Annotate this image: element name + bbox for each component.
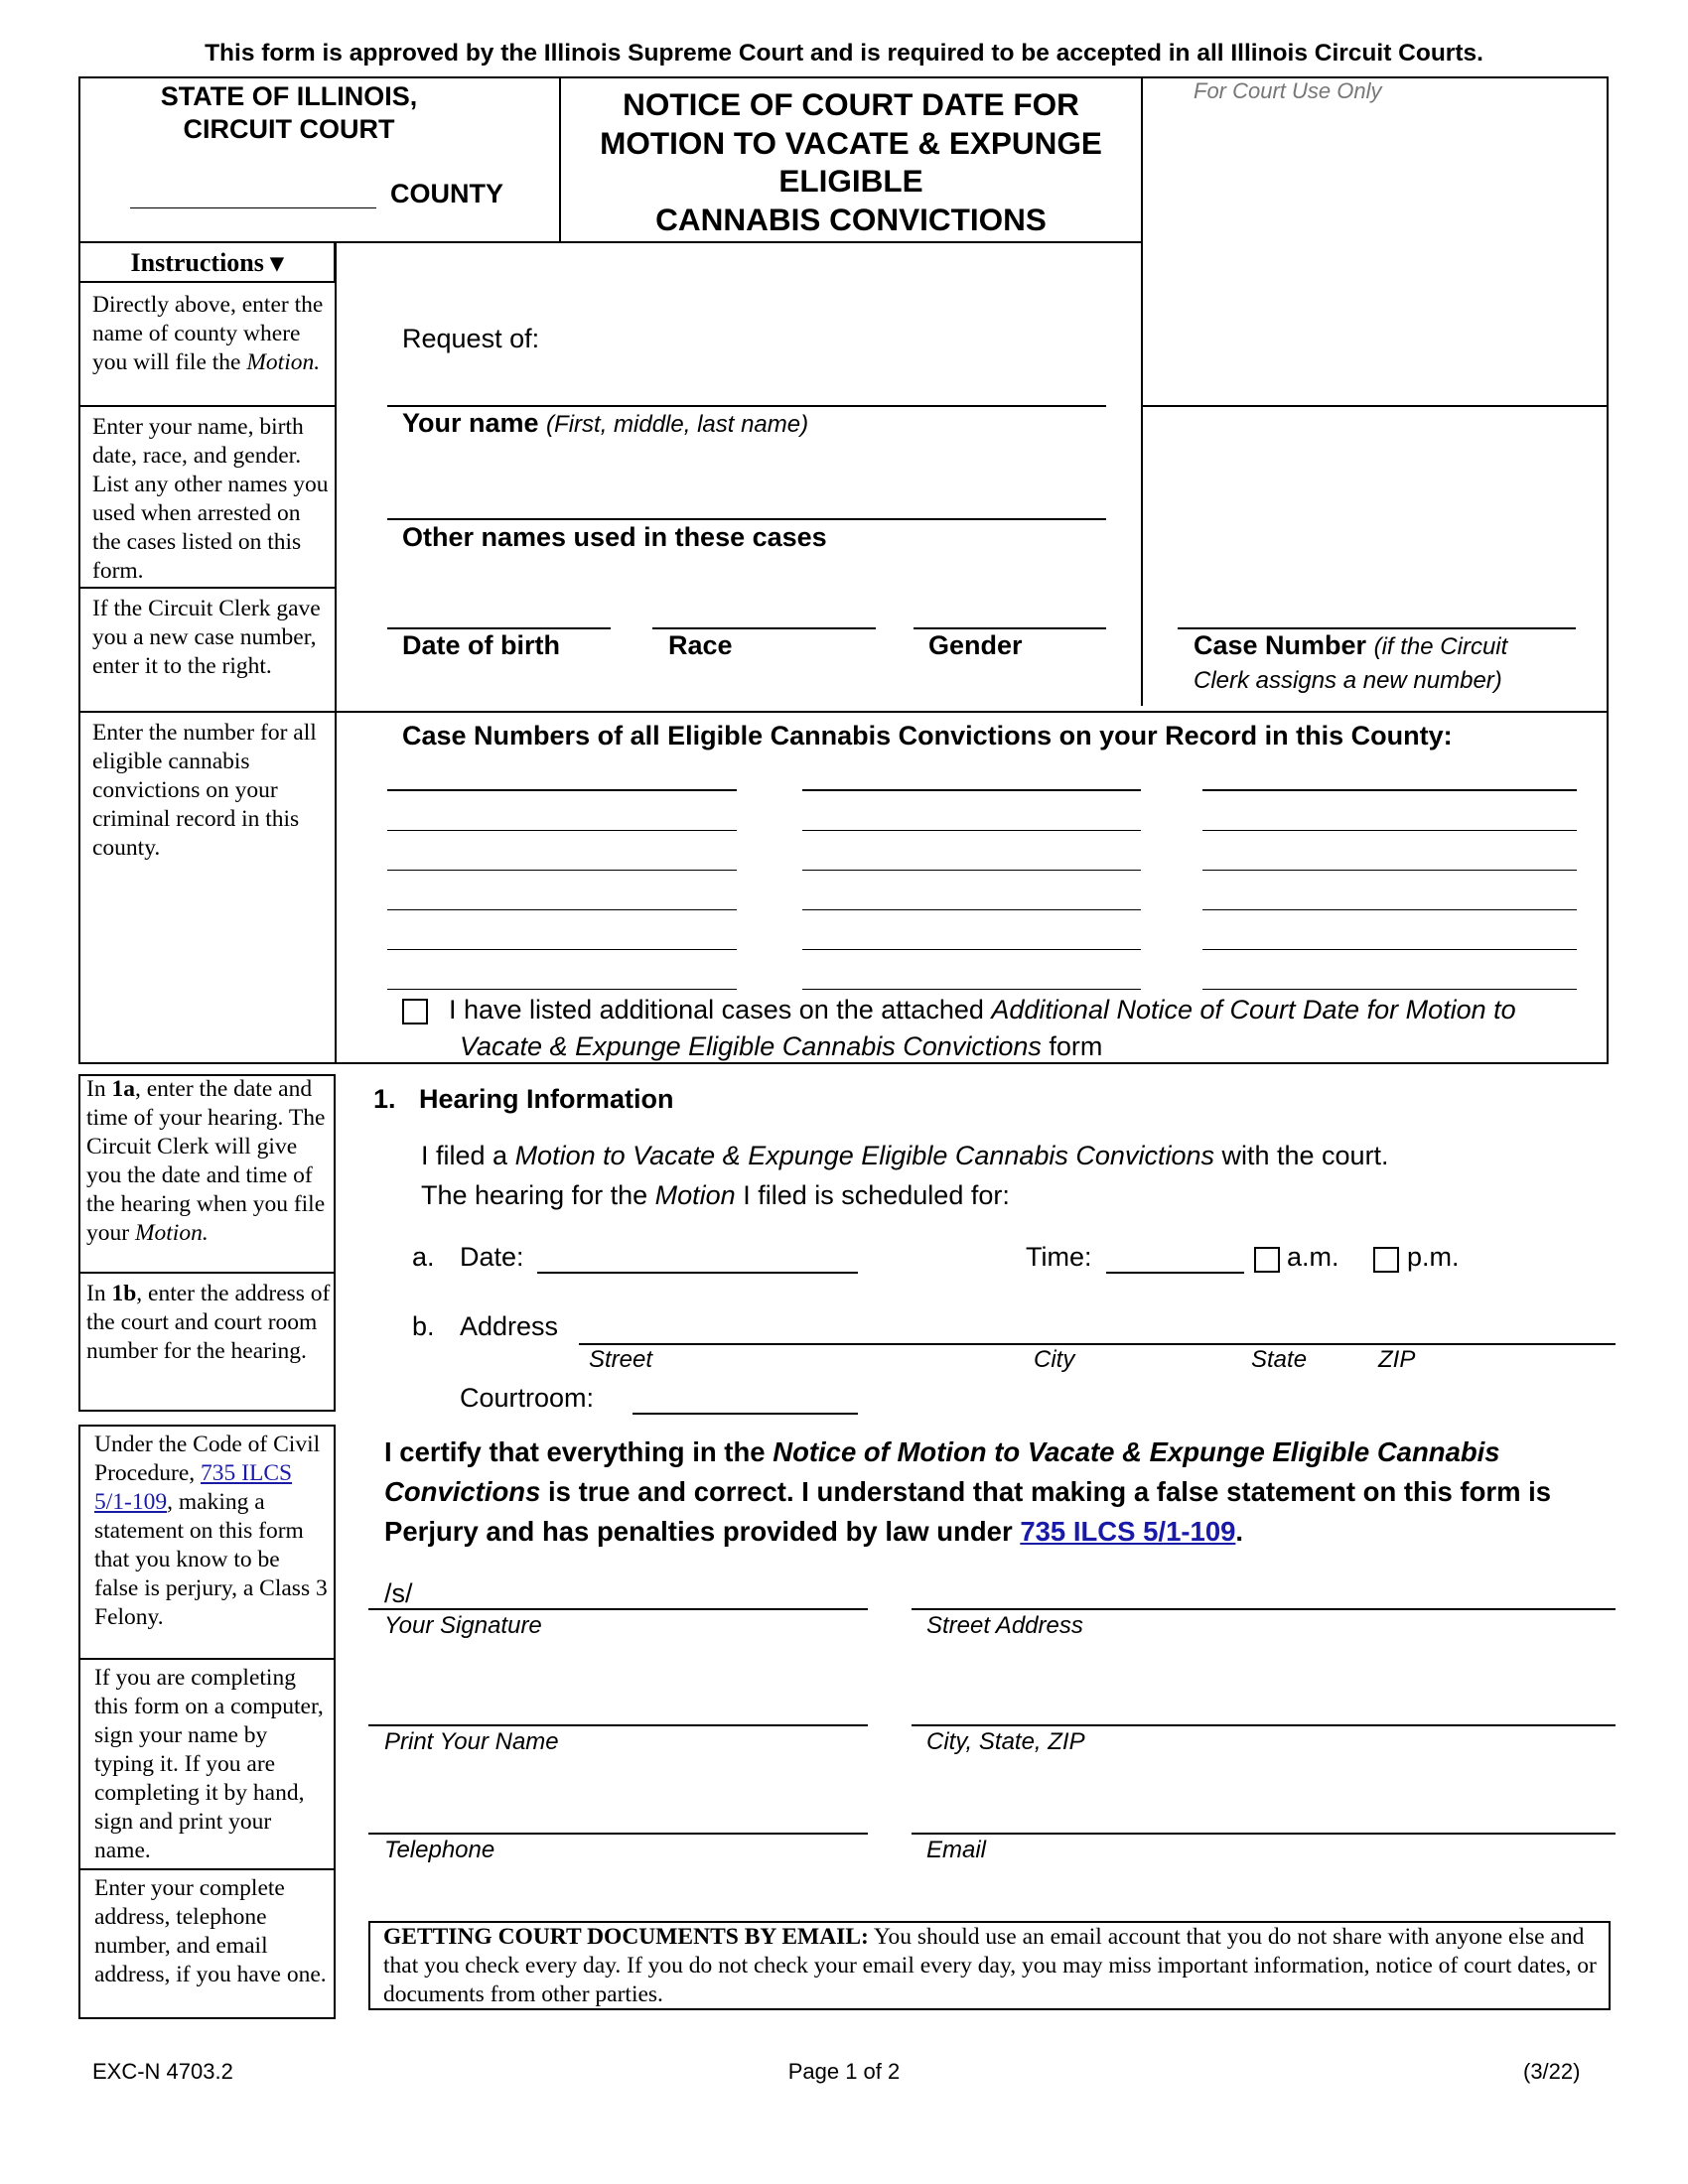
signature-value[interactable]: /s/ xyxy=(384,1578,413,1608)
case-line[interactable] xyxy=(387,830,737,831)
approval-notice: This form is approved by the Illinois Supreme Court and is required to be accepted in all Illinois Circuit Courts. xyxy=(205,40,1483,67)
certification-statement: I certify that everything in the Notice of Motion to Vacate & Expunge Eligible Cannabis Convictions is true and correct. I understand that making a false statement on this form is Perjury and has penalties provided by law under 735 ILCS 5/1-109. xyxy=(384,1436,1552,1547)
address-label: Address xyxy=(460,1311,559,1341)
city-state-zip-caption: City, State, ZIP xyxy=(926,1728,1085,1755)
print-name-line[interactable] xyxy=(368,1724,868,1726)
court-use-only: For Court Use Only xyxy=(1194,78,1382,103)
case-number-label: Case Number (if the Circuit xyxy=(1194,630,1508,660)
your-name-label: Your name (First, middle, last name) xyxy=(402,408,809,438)
print-name-caption: Print Your Name xyxy=(384,1728,559,1755)
email-caption: Email xyxy=(926,1837,987,1863)
email-notice: GETTING COURT DOCUMENTS BY EMAIL: You should use an email account that you do not share with anyone else and that you check every day. If you do not check your email every day, you may miss important information, notice of court dates, or documents from other parties. xyxy=(383,1924,1597,2007)
hearing-line-2: The hearing for the Motion I filed is scheduled for: xyxy=(421,1180,1010,1210)
perjury-statute-link[interactable]: 735 ILCS 5/1-109 xyxy=(94,1460,293,1515)
gender-line[interactable] xyxy=(914,627,1106,629)
hearing-b-marker: b. xyxy=(412,1311,435,1341)
street-address-caption: Street Address xyxy=(926,1612,1083,1639)
city-state-zip-line[interactable] xyxy=(912,1724,1616,1726)
gender-label: Gender xyxy=(928,630,1023,660)
certify-statute-link[interactable]: 735 ILCS 5/1-109 xyxy=(1020,1516,1236,1547)
instruction-convictions: Enter the number for all eligible cannabis convictions on your criminal record in this county. xyxy=(92,720,317,861)
time-input-line[interactable] xyxy=(1106,1272,1244,1274)
instruction-signing: If you are completing this form on a computer, sign your name by typing it. If you are completing it by hand, sign and print your name. xyxy=(94,1665,324,1863)
telephone-caption: Telephone xyxy=(384,1837,495,1863)
court-use-right-border xyxy=(1607,76,1609,1063)
case-line[interactable] xyxy=(802,870,1141,871)
case-line[interactable] xyxy=(802,949,1141,950)
zip-caption: ZIP xyxy=(1378,1346,1416,1373)
case-line[interactable] xyxy=(1202,870,1577,871)
signature-line[interactable] xyxy=(368,1608,868,1610)
instr-divider-2 xyxy=(78,587,336,589)
instruction-name: Enter your name, birth date, race, and gender. List any other names you used when arrested on the cases listed on this form. xyxy=(92,414,329,584)
request-of-label: Request of: xyxy=(402,324,540,353)
other-names-line[interactable] xyxy=(387,518,1106,520)
page-number: Page 1 of 2 xyxy=(787,2059,901,2084)
your-signature-caption: Your Signature xyxy=(384,1612,542,1639)
case-number-line[interactable] xyxy=(1178,627,1576,629)
am-checkbox[interactable] xyxy=(1254,1247,1280,1273)
am-label: a.m. xyxy=(1287,1242,1339,1272)
time-label: Time: xyxy=(1026,1242,1092,1272)
case-line[interactable] xyxy=(802,989,1141,990)
county-input-line[interactable] xyxy=(130,207,376,208)
email-line[interactable] xyxy=(912,1833,1616,1835)
request-of-line[interactable] xyxy=(387,405,1106,407)
court-use-divider xyxy=(1141,405,1608,407)
telephone-line[interactable] xyxy=(368,1833,868,1835)
case-line[interactable] xyxy=(1202,909,1577,910)
case-number-hint: Clerk assigns a new number) xyxy=(1194,667,1502,694)
additional-cases-label-2: Vacate & Expunge Eligible Cannabis Convictions form xyxy=(460,1031,1103,1061)
form-title: NOTICE OF COURT DATE FOR MOTION TO VACATE & EXPUNGE ELIGIBLE CANNABIS CONVICTIONS xyxy=(600,86,1102,237)
case-line[interactable] xyxy=(802,830,1141,831)
courtroom-input-line[interactable] xyxy=(633,1413,858,1415)
header-divider-2 xyxy=(1141,76,1143,706)
instruction-hearing-address: In 1b, enter the address of the court and court room number for the hearing. xyxy=(86,1281,331,1364)
form-id: EXC-N 4703.2 xyxy=(92,2059,233,2084)
revision-date: (3/22) xyxy=(1523,2059,1581,2084)
dob-line[interactable] xyxy=(387,627,611,629)
race-line[interactable] xyxy=(652,627,876,629)
case-line[interactable] xyxy=(1202,989,1577,990)
instructions-header: Instructions ▾ xyxy=(130,248,284,277)
other-names-label: Other names used in these cases xyxy=(402,522,827,552)
instruction-contact: Enter your complete address, telephone number, and email address, if you have one. xyxy=(94,1875,327,1987)
case-numbers-heading: Case Numbers of all Eligible Cannabis Convictions on your Record in this County: xyxy=(402,721,1453,751)
case-line[interactable] xyxy=(387,909,737,910)
street-address-line[interactable] xyxy=(912,1608,1616,1610)
triangle-down-icon: ▾ xyxy=(270,248,284,277)
date-label: Date: xyxy=(460,1242,524,1272)
additional-cases-checkbox[interactable] xyxy=(402,999,428,1024)
hearing-heading: Hearing Information xyxy=(419,1084,674,1114)
city-caption: City xyxy=(1034,1346,1075,1373)
case-line[interactable] xyxy=(1202,830,1577,831)
instr-divider-1 xyxy=(78,405,336,407)
race-label: Race xyxy=(668,630,733,660)
dob-label: Date of birth xyxy=(402,630,560,660)
case-line[interactable] xyxy=(387,989,737,990)
hearing-a-marker: a. xyxy=(412,1242,435,1272)
instruction-perjury: Under the Code of Civil Procedure, 735 ILCS 5/1-109, making a statement on this form that you know to be false is perjury, a Class 3 Felony. xyxy=(94,1432,328,1630)
case-line[interactable] xyxy=(387,789,737,791)
instructions-right-border xyxy=(335,241,337,1064)
state-label: STATE OF ILLINOIS, CIRCUIT COURT xyxy=(160,81,418,144)
hearing-line-1: I filed a Motion to Vacate & Expunge Eligible Cannabis Convictions with the court. xyxy=(421,1141,1389,1170)
date-input-line[interactable] xyxy=(537,1272,858,1274)
pm-checkbox[interactable] xyxy=(1373,1247,1399,1273)
county-label: COUNTY xyxy=(390,179,503,208)
additional-cases-label: I have listed additional cases on the attached Additional Notice of Court Date for Motion to xyxy=(449,995,1516,1024)
street-caption: Street xyxy=(589,1346,653,1373)
case-line[interactable] xyxy=(802,909,1141,910)
section-divider-b xyxy=(78,1062,1609,1064)
address-input-line[interactable] xyxy=(579,1343,1616,1345)
courtroom-label: Courtroom: xyxy=(460,1383,595,1413)
case-line[interactable] xyxy=(802,789,1141,791)
section-divider-a xyxy=(78,711,1609,713)
instruction-county: Directly above, enter the name of county where you will file the Motion. xyxy=(92,292,324,375)
pm-label: p.m. xyxy=(1407,1242,1460,1272)
hearing-instr-divider xyxy=(78,1272,336,1274)
case-line[interactable] xyxy=(1202,789,1577,791)
hearing-number: 1. xyxy=(373,1084,396,1114)
instruction-hearing-date: In 1a, enter the date and time of your hearing. The Circuit Clerk will give you the date and time of the hearing when you file your Motion. xyxy=(86,1076,326,1246)
case-line[interactable] xyxy=(387,870,737,871)
state-caption: State xyxy=(1251,1346,1308,1373)
case-line[interactable] xyxy=(1202,949,1577,950)
case-line[interactable] xyxy=(387,949,737,950)
instruction-case-number: If the Circuit Clerk gave you a new case number, enter it to the right. xyxy=(92,596,321,679)
